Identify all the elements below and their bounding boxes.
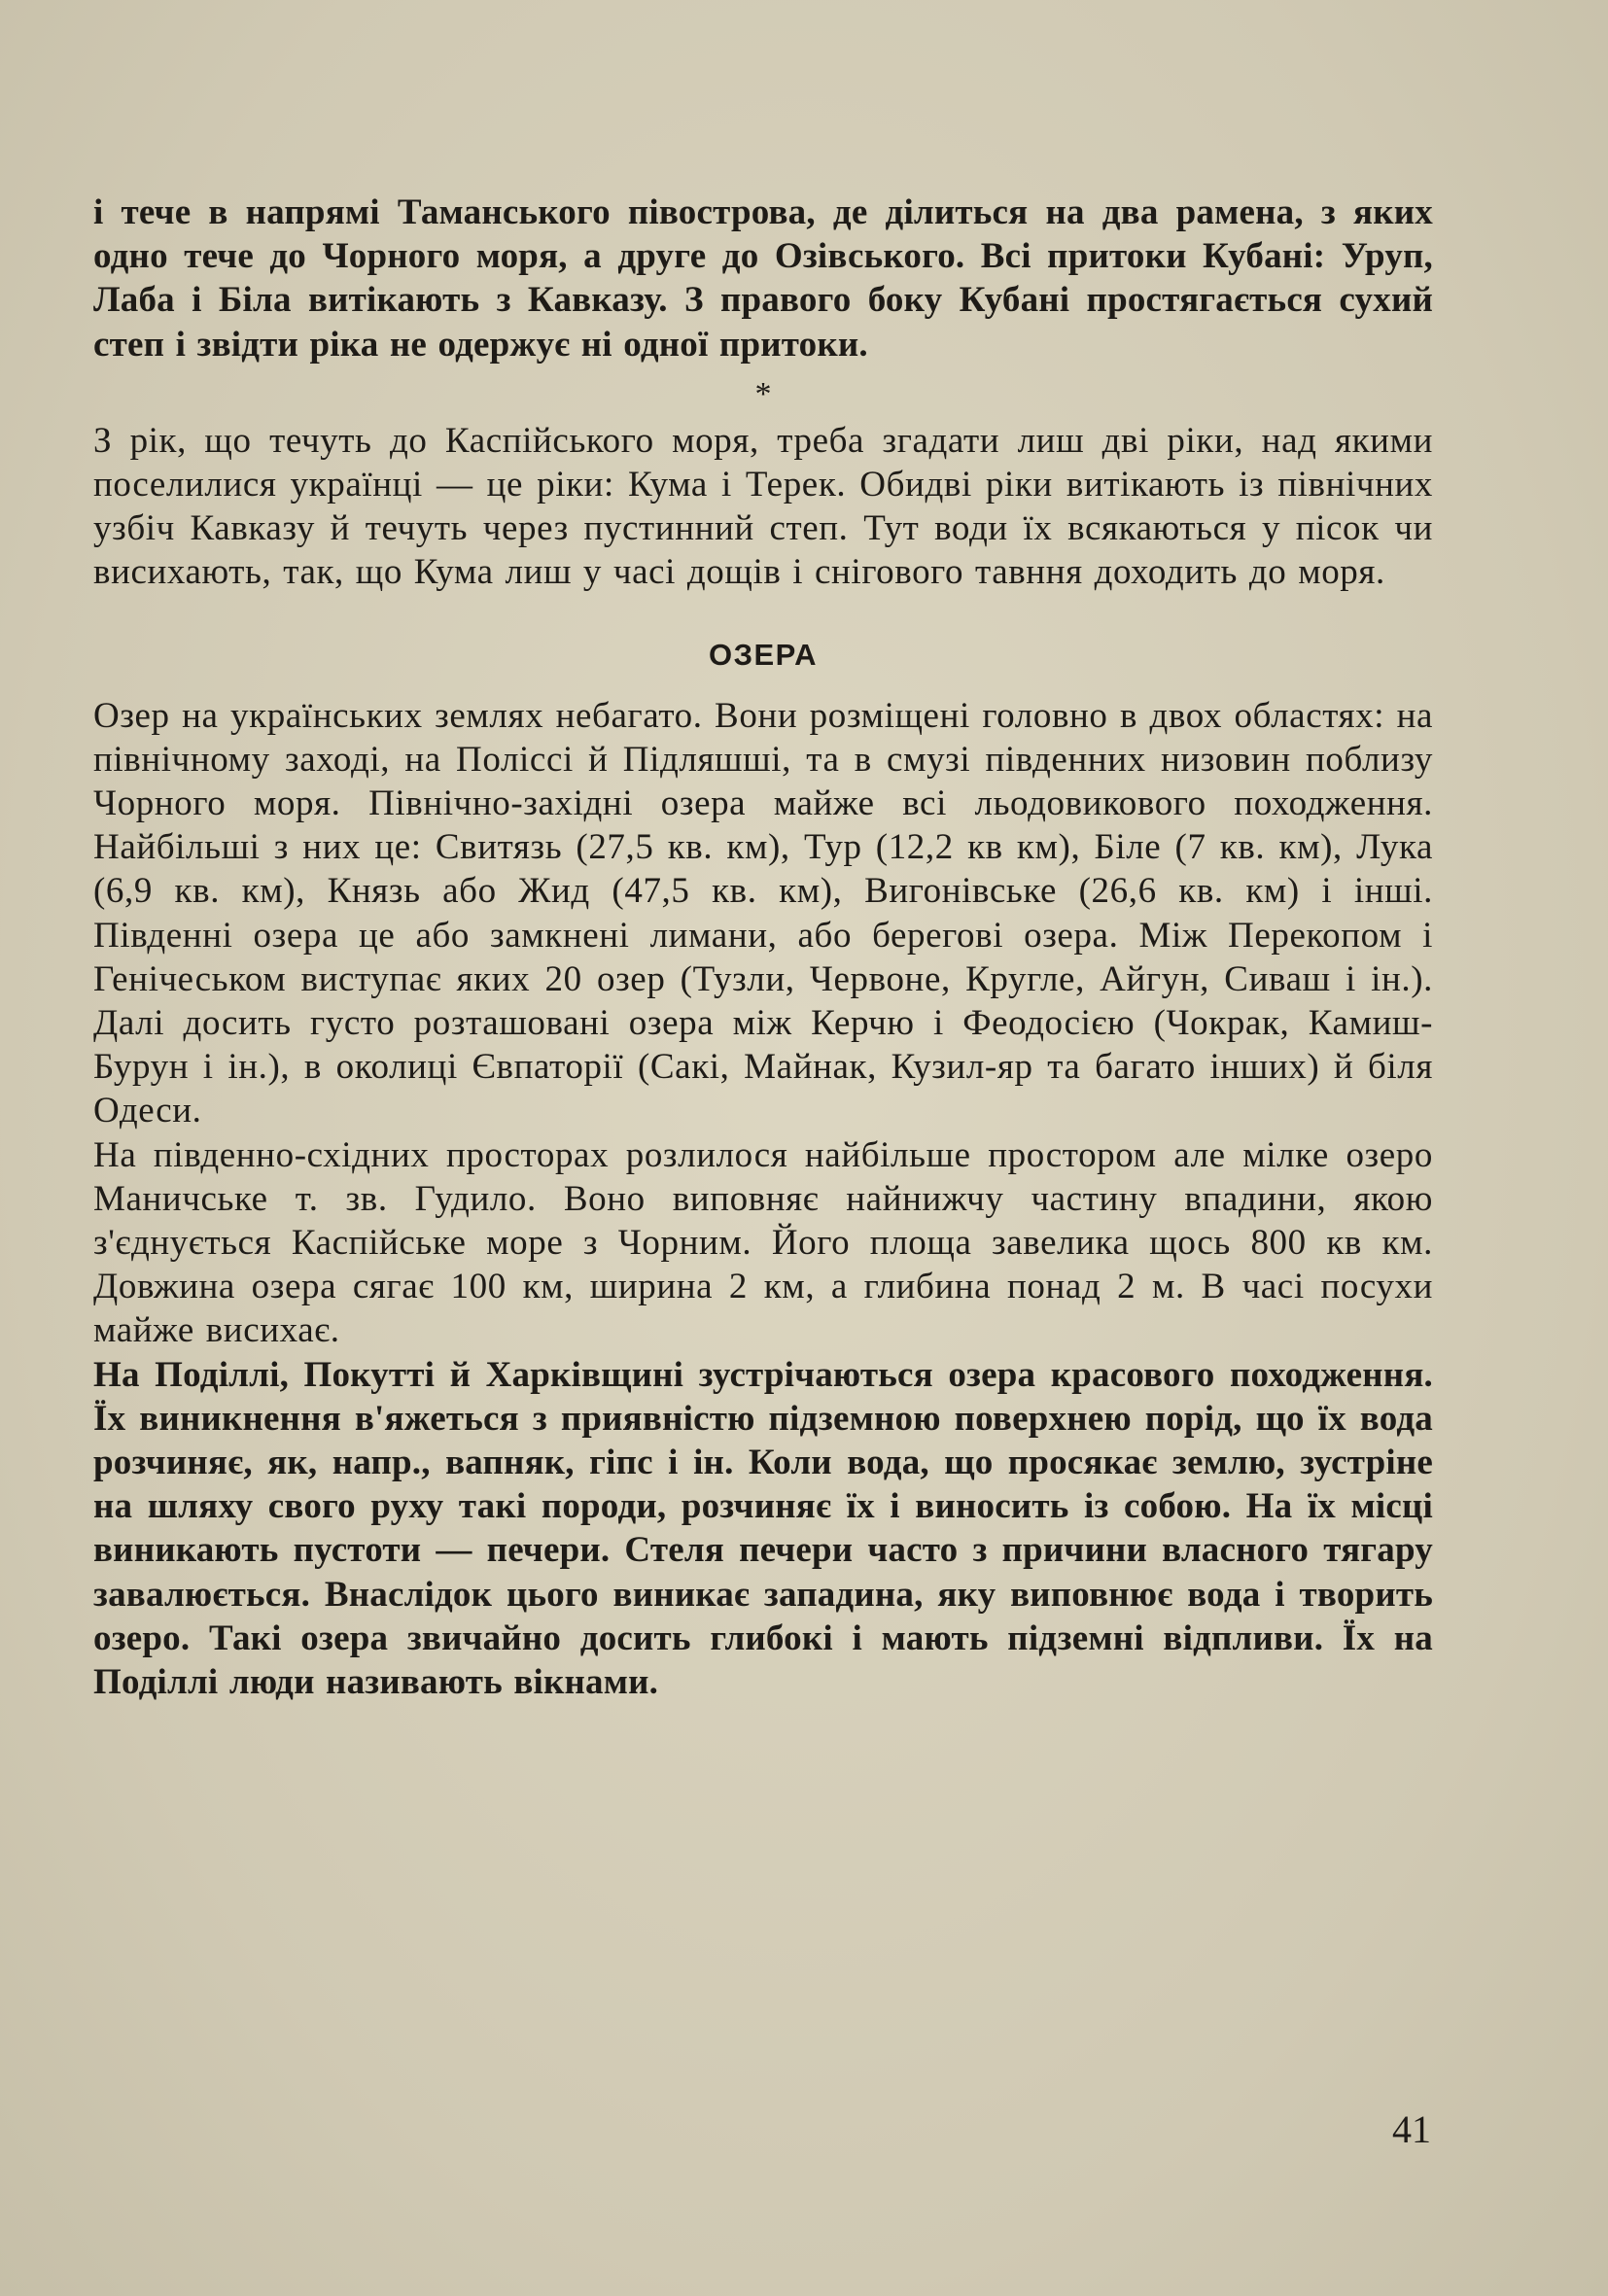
caspian-rivers-paragraph: З рік, що течуть до Каспійського моря, треба згадати лиш дві ріки, над якими поселилися українці — це ріки: Кума і Терек. Обидві ріки витікають із північних узбіч Кавказу й течуть через пустинний степ. Тут води їх всякаються у пісок чи висихають, так, що Кума лиш у часі дощів і снігового тавння доходить до моря. (93, 420, 1433, 593)
lakes-paragraph-2: На південно-східних просторах розлилося найбільше простором але мілке озеро Маничське т. зв. Гудило. Воно виповняє найнижчу частину впадини, якою з'єднується Каспійське море з Чорним. Його площа завелика щось 800 кв км. Довжина озера сягає 100 км, ширина 2 км, а глибина понад 2 м. В часі посухи майже висихає. (93, 1134, 1433, 1351)
lakes-paragraph-1: Озер на українських землях небагато. Вони розміщені головно в двох областях: на північному заході, на Поліссі й Підляшші, та в смузі південних низовин поблизу Чорного моря. Північно-західні озера майже всі льодовикового походження. Найбільші з них це: Свитязь (27,5 кв. км), Тур (12,2 кв км), Біле (7 кв. км), Лука (6,9 кв. км), Князь або Жид (47,5 кв. км), Вигонівське (26,6 кв. км) і інші. Південні озера це або замкнені лимани, або берегові озера. Між Перекопом і Генічеськом виступає яких 20 озер (Тузли, Червоне, Кругле, Айгун, Сиваш і ін.). Далі досить густо розташовані озера між Керчю і Феодосією (Чокрак, Камиш-Бурун і ін.), в околиці Євпаторії (Сакі, Майнак, Кузил-яр та багато інших) й біля Одеси. (93, 695, 1433, 1131)
section-heading: ОЗЕРА (708, 637, 819, 672)
section-divider-asterisk: * (754, 375, 772, 412)
top-paragraph: і тече в напрямі Таманського півострова, де ділиться на два рамена, з яких одно тече до Чорного моря, а друге до Озівського. Всі притоки Кубані: Уруп, Лаба і Біла витікають з Кавказу. З правого боку Кубані простягається сухий степ і звідти ріка не одержує ні одної притоки. (93, 192, 1433, 365)
lakes-paragraph-3: На Поділлі, Покутті й Харківщині зустрічаються озера красового походження. Їх виникнення в'яжеться з приявністю підземною поверхнею порід, що їх вода розчиняє, як, напр., вапняк, гіпс і ін. Коли вода, що просякає землю, зустріне на шляху свого руху такі породи, розчиняє їх і виносить із собою. На їх місці виникають пустоти — печери. Стеля печери часто з причини власного тягару завалюється. Внаслідок цього виникає западина, яку виповнює вода і творить озеро. Такі озера звичайно досить глибокі і мають підземні відпливи. Їх на Поділлі люди називають вікнами. (93, 1354, 1433, 1703)
page-content (93, 191, 1433, 1704)
page-number: 41 (1392, 2107, 1431, 2151)
